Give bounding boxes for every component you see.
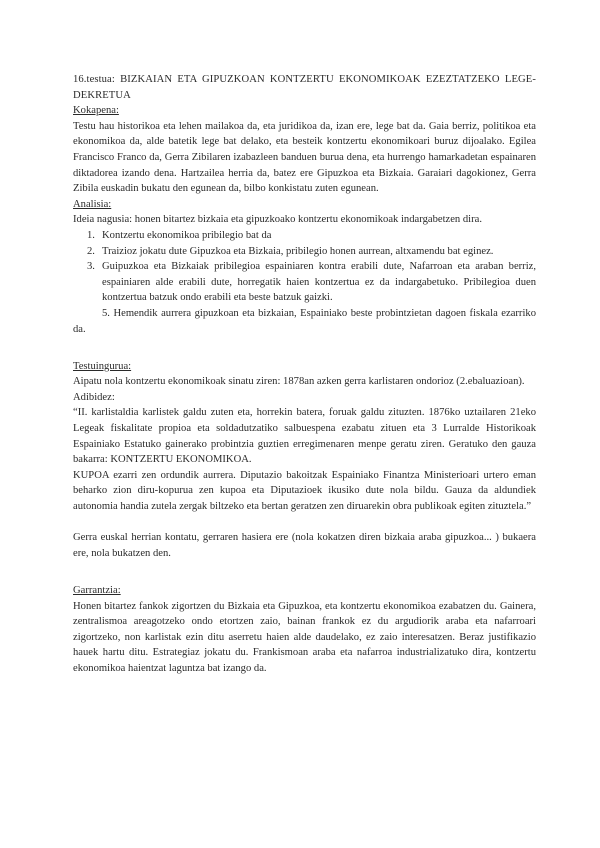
document-page (73, 72, 536, 677)
kokapena-heading: Kokapena: (73, 105, 119, 117)
garrantzia-text: Honen bitartez fankok zigortzen du Bizkaia eta Gipuzkoa, eta kontzertu ekonomikoa ezabatzen du. Gainera, zentralismoa areagotzeko ondo etortzen zaio, bainan frankok ez du argudiorik araba eta nafarroari zigortzeko, non karlistak ezin ditu aserretu haien alde daudelako, ez zaio interesatzen. Beraz justifikazio hauek hartu ditu. Estrategiaz jokatu du. Frankismoan araba eta nafarroa industrializatuko dira, kontzertu ekonomikoa haientzat laguntza bat izango da. (73, 600, 536, 674)
testuingurua-line-2: Adibidez: (73, 391, 115, 403)
document-title: 16.testua: BIZKAIAN ETA GIPUZKOAN KONTZERTU EKONOMIKOAK EZEZTATZEKO LEGE-DEKRETUA (73, 74, 536, 101)
analisia-list (73, 228, 536, 306)
analisia-item-5: 5. Hemendik aurrera gipuzkoan eta bizkaian, Espainiako beste probintzietan dagoen fiskala ezarriko da. (73, 307, 536, 335)
garrantzia-heading: Garrantzia: (73, 585, 121, 596)
analisia-intro: Ideia nagusia: honen bitartez bizkaia eta gipuzkoako kontzertu ekonomikoak indargabetzen dira. (73, 214, 482, 226)
list-item: 2. Traizioz jokatu dute Gipuzkoa eta Bizkaia, pribilegio honen aurrean, altxamendu bat eginez. (87, 245, 494, 257)
list-item: 1. Kontzertu ekonomikoa pribilegio bat da (87, 229, 272, 241)
list-item: 3. Guipuzkoa eta Bizkaiak pribilegioa espainiaren kontra erabili dute, Nafarroan eta araban berriz, espainiaren alde erabili dute, horregatik haien kontzertua ez da indargabetuko. Pribilegioa duen kontzertua batzuk ondo erabili eta beste batzuk gaizki. (87, 261, 536, 304)
analisia-heading: Analisia: (73, 198, 112, 210)
testuingurua-line-1: Aipatu nola kontzertu ekonomikoak sinatu ziren: 1878an azken gerra karlistaren ondorioz (2.ebaluazioan). (73, 376, 525, 388)
quote-paragraph-1: “II. karlistaldia karlistek galdu zuten eta, horrekin batera, foruak galdu zituzten. 1876ko uztailaren 21eko Legeak fiskalitate propioa eta soldadutzatiko salbuespena ezabatu zituen eta 3 Lurralde Historikoak Espainiako Estatuko gainerako probintzia guztien erregimenaren menpe geratu ziren. Geratuko den gauza bakarra: KONTZERTU EKONOMIKOA. (73, 407, 536, 466)
kokapena-text: Testu hau historikoa eta lehen mailakoa da, eta juridikoa da, izan ere, lege bat da. Gaia berriz, politikoa eta ekonomikoa da, alde batetik lege bat delako, eta besteik kontzertu ekonomikoari buruz dijoalako. Egilea Francisco Franco da, Gerra Zibilaren izabazleen banduen burua dena, eta hurrengo hamarkadetan espainaren diktadorea izando dena. Hartzailea herria da, batez ere Gipuzkoa eta Bizkaia. Garaiari dagokionez, Gerra Zibila euskadin bukatu den egunean da, bilbo konkistatu zuten egunean. (73, 120, 536, 195)
testuingurua-heading: Testuingurua: (73, 360, 132, 372)
testuingurua-line-3: Gerra euskal herrian kontatu, gerraren hasiera ere (nola kokatzen diren bizkaia araba gipuzkoa... ) bukaera ere, nola bukatzen den. (73, 532, 536, 559)
quote-paragraph-2: KUPOA ezarri zen ordundik aurrera. Diputazio bakoitzak Espainiako Finantza Ministerioari urtero eman beharko zion diru-kopurua zen kupoa eta Diputazioek ikusiko dute nola bildu. Gauza da aldundiek autonomia handia zutela zergak biltzeko eta bertan geratzen zen diruarekin obra publikoak egiten zituztela.” (73, 469, 536, 513)
